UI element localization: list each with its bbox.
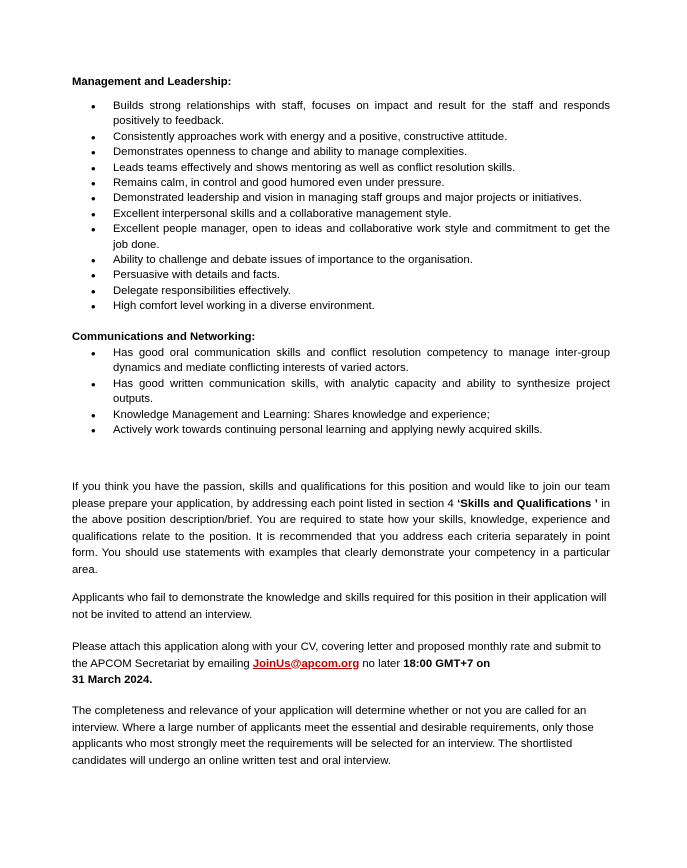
- requirement-paragraph: Applicants who fail to demonstrate the knowledge and skills required for this position in their application will not be invited to attend an interview.: [72, 592, 607, 621]
- list-item: • Has good written communication skills, with analytic capacity and ability to synthesize project outputs.: [72, 377, 610, 408]
- list-item: • Delegate responsibilities effectively.: [72, 284, 610, 299]
- list-item: • Knowledge Management and Learning: Shares knowledge and experience;: [72, 408, 610, 423]
- email-link[interactable]: JoinUs@apcom.org: [252, 657, 360, 670]
- selection-paragraph: The completeness and relevance of your application will determine whether or not you are called for an interview. Where a large number of applicants meet the essential and desirable requirements, only those applicants who most strongly meet the requirements will be selected for an interview. The shortlisted candidates will undergo an online written test and oral interview.: [72, 705, 594, 767]
- section-reference: ‘Skills and Qualifications ’: [457, 497, 598, 510]
- application-instructions-paragraph: If you think you have the passion, skills and qualifications for this position and would like to join our team please prepare your application, by addressing each point listed in section 4 ‘Skills and Qualifications ’ in the above position description/brief. You are required to state how your skills, knowledge, experience and qualifications relate to the position. It is recommended that you address each criteria separately in point form. You should use statements with examples that clearly demonstrate your competency in a particular area.: [72, 481, 611, 576]
- list-item: • Builds strong relationships with staff, focuses on impact and result for the staff and responds positively to feedback.: [72, 99, 610, 130]
- submission-paragraph: Please attach this application along with your CV, covering letter and proposed monthly rate and submit to the APCOM Secretariat by emailing JoinUs@apcom.org no later 18:00 GMT+7 on 31 March 2024.: [72, 641, 601, 686]
- communications-heading: Communications and Networking:: [72, 331, 256, 343]
- list-item: • Excellent people manager, open to ideas and collaborative work style and commitment to get the job done.: [72, 222, 610, 253]
- deadline-date: 31 March 2024.: [72, 674, 153, 686]
- list-item: • Demonstrates openness to change and ability to manage complexities.: [72, 145, 610, 160]
- list-item: • Ability to challenge and debate issues of importance to the organisation.: [72, 253, 610, 268]
- list-item: • Demonstrated leadership and vision in managing staff groups and major projects or initiatives.: [72, 191, 610, 206]
- list-item: • Leads teams effectively and shows mentoring as well as conflict resolution skills.: [72, 161, 610, 176]
- management-list: [72, 99, 610, 315]
- list-item: • Actively work towards continuing personal learning and applying newly acquired skills.: [72, 423, 610, 438]
- list-item: • Has good oral communication skills and conflict resolution competency to manage inter-group dynamics and mediate conflicting interests of varied actors.: [72, 346, 610, 377]
- management-heading: Management and Leadership:: [72, 76, 232, 88]
- list-item: • Persuasive with details and facts.: [72, 268, 610, 283]
- list-item: • Excellent interpersonal skills and a collaborative management style.: [72, 207, 610, 222]
- communications-list: [72, 346, 610, 438]
- deadline-time: 18:00 GMT+7 on: [403, 657, 491, 670]
- list-item: • Consistently approaches work with energy and a positive, constructive attitude.: [72, 130, 610, 145]
- list-item: • Remains calm, in control and good humored even under pressure.: [72, 176, 610, 191]
- list-item: • High comfort level working in a diverse environment.: [72, 299, 610, 314]
